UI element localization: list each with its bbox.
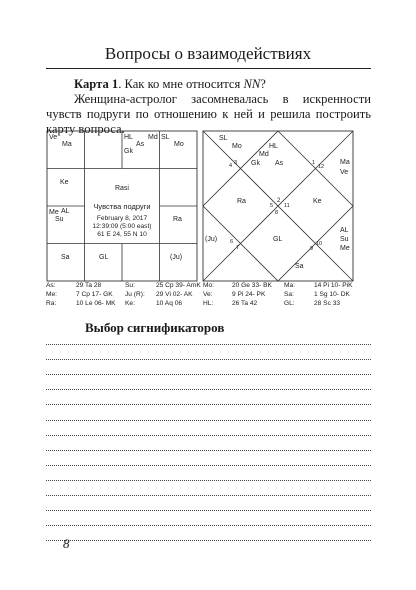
pos-value: 10 Le 06- MK <box>76 300 116 307</box>
dotted-line <box>46 511 371 526</box>
pos-label: As: <box>46 282 56 289</box>
north-sa: Sa <box>295 263 304 270</box>
pos-label: Me: <box>46 291 57 298</box>
north-ju: (Ju) <box>205 236 218 243</box>
pos-label: Ke: <box>125 300 135 307</box>
rasi-pisces-ma: Ma <box>62 141 72 148</box>
answer-lines <box>46 330 371 541</box>
north-hl: HL <box>269 143 278 150</box>
pos-label: HL: <box>203 300 214 307</box>
north-as: As <box>275 160 284 167</box>
north-mo: Mo <box>232 143 242 150</box>
north-al: AL <box>340 227 349 234</box>
rasi-taurus-md: Md <box>148 134 158 141</box>
positions-row <box>46 282 376 291</box>
card-paragraph: Женщина-астролог засомневалась в искренности чувств подруги по отношению к ней и решила построить карту вопроса. <box>46 92 371 136</box>
north-su: Su <box>340 236 349 243</box>
running-header: Вопросы о взаимодействиях <box>104 44 312 63</box>
north-num-10: 10 <box>316 241 323 247</box>
charts-figure <box>46 130 376 282</box>
pos-value: 7 Cp 17- GK <box>76 291 113 298</box>
header-rule <box>46 68 371 69</box>
card-heading <box>46 77 371 92</box>
rasi-center-subtitle: Чувства подруги <box>93 202 151 211</box>
rasi-chart <box>47 131 197 281</box>
rasi-capricorn-me: Me <box>49 209 59 216</box>
dotted-line <box>46 451 371 466</box>
rasi-virgo-ju: (Ju) <box>170 254 183 261</box>
pos-value: 29 Ta 28 <box>76 282 102 289</box>
north-num-7: 7 <box>236 245 240 251</box>
north-num-6: 6 <box>230 239 234 245</box>
pos-value: 28 Sc 33 <box>314 300 341 307</box>
dotted-line <box>46 481 371 496</box>
pos-value: 20 Ge 33- BK <box>232 282 272 289</box>
rasi-capricorn-al: AL <box>61 208 70 215</box>
rasi-center-title: Rasi <box>114 185 130 192</box>
north-num-8: 8 <box>275 210 279 216</box>
section-title: Выбор сигнификаторов <box>85 320 225 335</box>
dotted-line <box>46 496 371 511</box>
pos-value: 25 Cp 39- AmK <box>156 282 201 289</box>
north-ma: Ma <box>340 159 350 166</box>
north-num-5: 5 <box>270 203 274 209</box>
card-question-post: ? <box>260 77 266 91</box>
north-num-2: 2 <box>277 198 281 204</box>
rasi-taurus-as: As <box>136 141 145 148</box>
rasi-center-time: 12:39:09 (5:00 east) <box>92 223 152 230</box>
rasi-pisces-ve: Ve <box>49 134 58 141</box>
rasi-scorpio-gl: GL <box>99 254 109 261</box>
dotted-line <box>46 466 371 481</box>
positions-row <box>46 291 376 300</box>
pos-label: Sa: <box>284 291 294 298</box>
north-num-9: 9 <box>310 246 314 252</box>
north-ra: Ra <box>237 198 246 205</box>
pos-label: GL: <box>284 300 295 307</box>
north-num-4: 4 <box>229 163 233 169</box>
rasi-center-coords: 61 E 24, 55 N 10 <box>97 231 147 238</box>
dotted-line <box>46 436 371 451</box>
rasi-leo-ra: Ra <box>173 216 182 223</box>
pos-label: Ra: <box>46 300 57 307</box>
rasi-taurus-gk: Gk <box>124 148 133 155</box>
dotted-line <box>46 405 371 420</box>
dotted-line <box>46 330 371 345</box>
north-ke: Ke <box>313 198 322 205</box>
rasi-capricorn-su: Su <box>55 216 64 223</box>
north-ve: Ve <box>340 169 349 176</box>
dotted-line <box>46 345 371 360</box>
card-question-nn: NN <box>243 77 261 91</box>
rasi-center-date: February 8, 2017 <box>96 215 148 222</box>
pos-value: 14 Pi 10- PiK <box>314 282 353 289</box>
positions-table <box>46 282 376 309</box>
rasi-gemini-mo: Mo <box>174 141 184 148</box>
positions-row <box>46 300 376 309</box>
north-md: Md <box>259 151 269 158</box>
north-num-1: 1 <box>312 160 316 166</box>
north-num-12: 12 <box>318 164 325 170</box>
north-num-3: 3 <box>234 160 238 166</box>
north-sl: SL <box>219 135 228 142</box>
rasi-sagittarius-sa: Sa <box>61 254 70 261</box>
dotted-line <box>46 526 371 541</box>
dotted-line <box>46 375 371 390</box>
north-num-11: 11 <box>284 203 290 209</box>
pos-value: 10 Aq 06 <box>156 300 183 307</box>
north-gl: GL <box>273 236 283 243</box>
pos-label: Mo: <box>203 282 214 289</box>
north-me: Me <box>340 245 350 252</box>
pos-value: 9 Pi 24- PK <box>232 291 266 298</box>
dotted-line <box>46 421 371 436</box>
rasi-gemini-sl: SL <box>161 134 170 141</box>
north-chart <box>203 131 353 281</box>
pos-label: Ma: <box>284 282 295 289</box>
pos-value: 29 Vi 02- AK <box>156 291 193 298</box>
pos-label: Su: <box>125 282 135 289</box>
north-gk: Gk <box>251 160 260 167</box>
card-label: Карта 1 <box>74 77 119 91</box>
dotted-line <box>46 390 371 405</box>
pos-value: 26 Ta 42 <box>232 300 258 307</box>
card-question-pre: . Как ко мне относится <box>118 77 244 91</box>
pos-label: Ju (R): <box>125 291 145 298</box>
pos-value: 1 Sg 10- DK <box>314 291 350 298</box>
rasi-taurus-hl: HL <box>124 134 133 141</box>
dotted-line <box>46 360 371 375</box>
pos-label: Ve: <box>203 291 213 298</box>
page-number: 8 <box>63 536 70 551</box>
rasi-aquarius-ke: Ke <box>60 179 69 186</box>
